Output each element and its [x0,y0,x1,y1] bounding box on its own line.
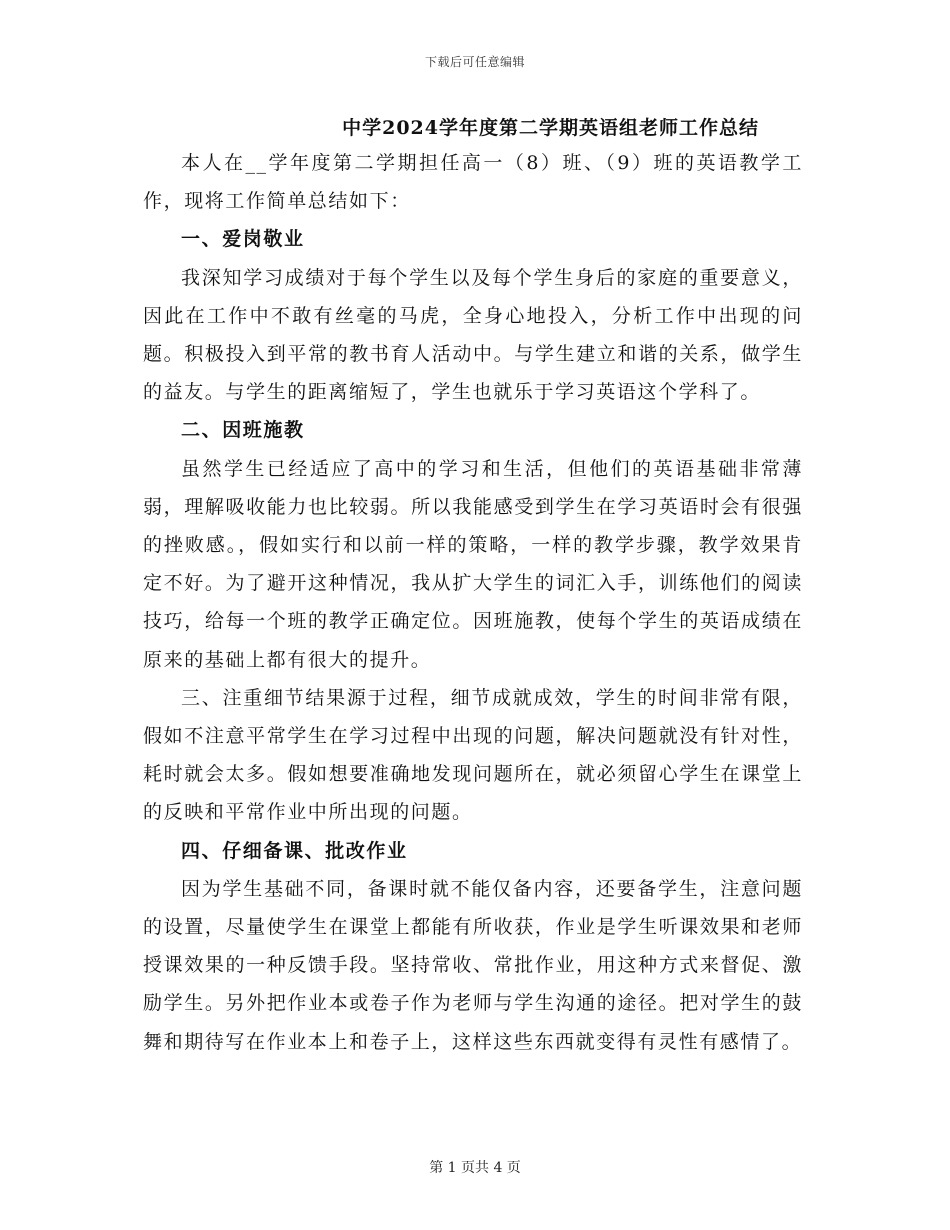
section-body-1: 我深知学习成绩对于每个学生以及每个学生身后的家庭的重要意义，因此在工作中不敢有丝毫的马虎，全身心地投入，分析工作中出现的问题。积极投入到平常的教书育人活动中。与学生建立和谐的关系，做学生的益友。与学生的距离缩短了，学生也就乐于学习英语这个学科了。 [143,266,803,404]
section-body-4: 因为学生基础不同，备课时就不能仅备内容，还要备学生，注意问题的设置，尽量使学生在课堂上都能有所收获，作业是学生听课效果和老师授课效果的一种反馈手段。坚持常收、常批作业，用这种方式来督促、激励学生。另外把作业本或卷子作为老师与学生沟通的途径。把对学生的鼓舞和期待写在作业本上和卷子上，这样这些东西就变得有灵性有感情了。 [143,877,803,1053]
section-body-3: 三、注重细节结果源于过程，细节成就成效，学生的时间非常有限，假如不注意平常学生在学习过程中出现的问题，解决问题就没有针对性，耗时就会太多。假如想要准确地发现问题所在，就必须留心学生在课堂上的反映和平常作业中所出现的问题。 [143,686,803,824]
section-heading-4: 四、仔细备课、批改作业 [181,839,408,862]
intro-paragraph: 本人在__学年度第二学期担任高一（8）班、（9）班的英语教学工作，现将工作简单总结如下： [143,152,803,213]
section-heading-1: 一、爱岗敬业 [181,228,305,251]
document-body [143,112,803,1061]
page-header-note: 下载后可任意编辑 [424,55,525,69]
section-heading-2: 二、因班施教 [181,419,305,442]
document-title: 中学2024学年度第二学期英语组老师工作总结 [342,117,759,139]
page-number: 第 1 页共 4 页 [429,1160,521,1176]
section-body-2: 虽然学生已经适应了高中的学习和生活，但他们的英语基础非常薄弱，理解吸收能力也比较弱。所以我能感受到学生在学习英语时会有很强的挫败感。，假如实行和以前一样的策略，一样的教学步骤，教学效果肯定不好。为了避开这种情况，我从扩大学生的词汇入手，训练他们的阅读技巧，给每一个班的教学正确定位。因班施教，使每个学生的英语成绩在原来的基础上都有很大的提升。 [143,457,803,671]
